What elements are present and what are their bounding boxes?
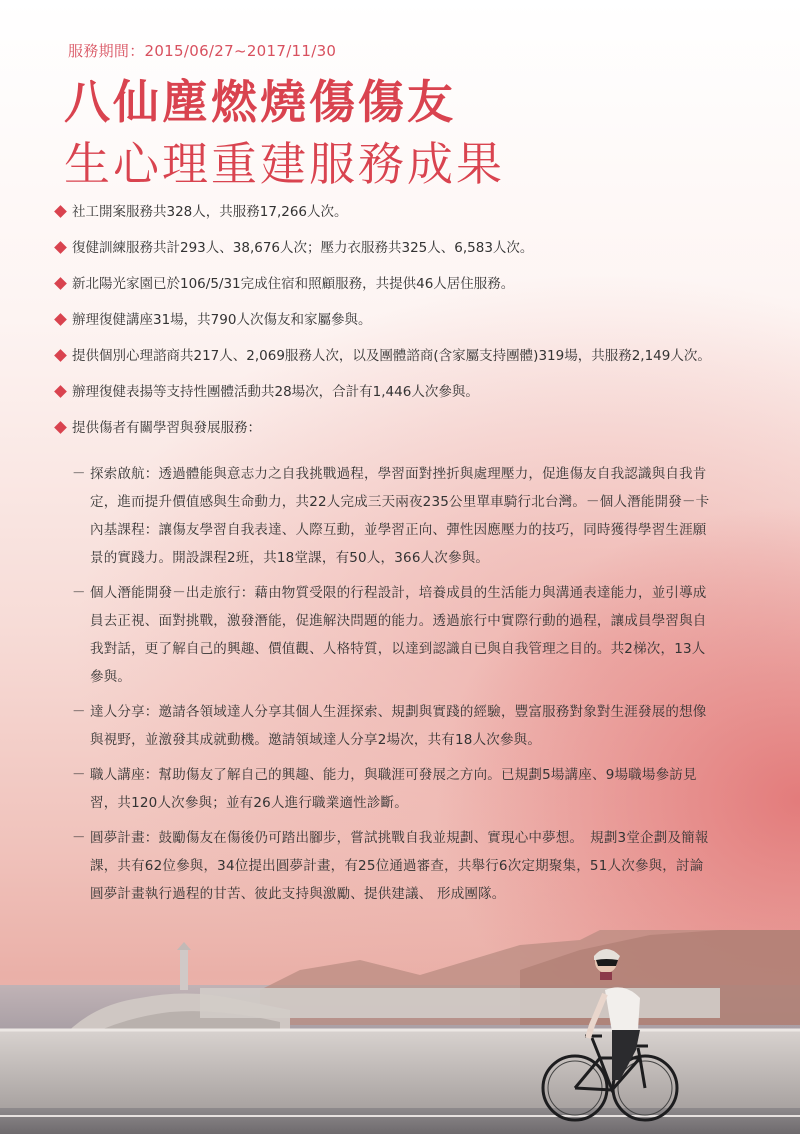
- diamond-bullet-icon: [54, 313, 67, 326]
- diamond-bullet-icon: [54, 277, 67, 290]
- diamond-bullet-icon: [54, 421, 67, 434]
- bullet-item: 復健訓練服務共計293人、38,676人次；壓力衣服務共325人、6,583人次。: [58, 236, 710, 260]
- diamond-bullet-icon: [54, 241, 67, 254]
- sub-item: － 職人講座：幫助傷友了解自己的興趣、能力，與職涯可發展之方向。已規劃5場講座、9場職場參訪見習，共120人次參與；並有26人進行職業適性診斷。: [72, 767, 697, 811]
- sub-item: － 個人潛能開發－出走旅行：藉由物質受限的行程設計，培養成員的生活能力與溝通表達能力，並引導成員去正視、面對挑戰，激發潛能，促進解決問題的能力。透過旅行中實際行動的過程，讓成員學習與自我對話，更了解自己的興趣、價值觀、人格特質，以達到認識自已與自我管理之目的。共2梯次，13人參與。: [72, 585, 707, 685]
- bullet-item: 辦理復健表揚等支持性團體活動共28場次，合計有1,446人次參與。: [58, 380, 710, 404]
- diamond-bullet-icon: [54, 205, 67, 218]
- page-title-line-2: 生心理重建服務成果: [64, 137, 505, 191]
- breakwater: [200, 988, 720, 1018]
- bullet-item: 辦理復健講座31場，共790人次傷友和家屬參與。: [58, 308, 710, 332]
- diamond-bullet-icon: [54, 385, 67, 398]
- page-title-line-1: 八仙塵燃燒傷傷友: [64, 75, 456, 129]
- coastal-cyclist-photo: [0, 930, 800, 1134]
- bullet-item: 社工開案服務共328人，共服務17,266人次。: [58, 200, 710, 224]
- sub-item: － 達人分享：邀請各領域達人分享其個人生涯探索、規劃與實踐的經驗，豐富服務對象對生涯發展的想像與視野，並激發其成就動機。邀請領域達人分享2場次，共有18人次參與。: [72, 704, 707, 748]
- road: [0, 1108, 800, 1134]
- bullet-item: 新北陽光家園已於106/5/31完成住宿和照顧服務，共提供46人居住服務。: [58, 272, 710, 296]
- sub-item-list: [72, 460, 712, 915]
- bullet-list: [58, 200, 710, 452]
- service-period: 服務期間：2015/06/27~2017/11/30: [68, 42, 337, 60]
- sub-item: － 探索啟航：透過體能與意志力之自我挑戰過程，學習面對挫折與處理壓力，促進傷友自我認識與自我肯定，進而提升價值感與生命動力，共22人完成三天兩夜235公里單車騎行北台灣。－個人潛能開發－卡內基課程：讓傷友學習自我表達、人際互動，並學習正向、彈性因應壓力的技巧，同時獲得學習生涯願景的實踐力。開設課程2班，共18堂課，有50人，366人次參與。: [72, 466, 710, 566]
- bullet-item: 提供傷者有關學習與發展服務：: [58, 416, 710, 440]
- sub-item: － 圓夢計畫：鼓勵傷友在傷後仍可踏出腳步，嘗試挑戰自我並規劃、實現心中夢想。 規劃3堂企劃及簡報課，共有62位參與，34位提出圓夢計畫，有25位通過審查，共舉行6次定期聚集，51人次參與，討論圓夢計畫執行過程的甘苦、彼此支持與激勵、提供建議、 形成團隊。: [72, 830, 709, 902]
- seawall: [0, 1030, 800, 1108]
- diamond-bullet-icon: [54, 349, 67, 362]
- bullet-item: 提供個別心理諮商共217人、2,069服務人次，以及團體諮商(含家屬支持團體)319場，共服務2,149人次。: [58, 344, 716, 368]
